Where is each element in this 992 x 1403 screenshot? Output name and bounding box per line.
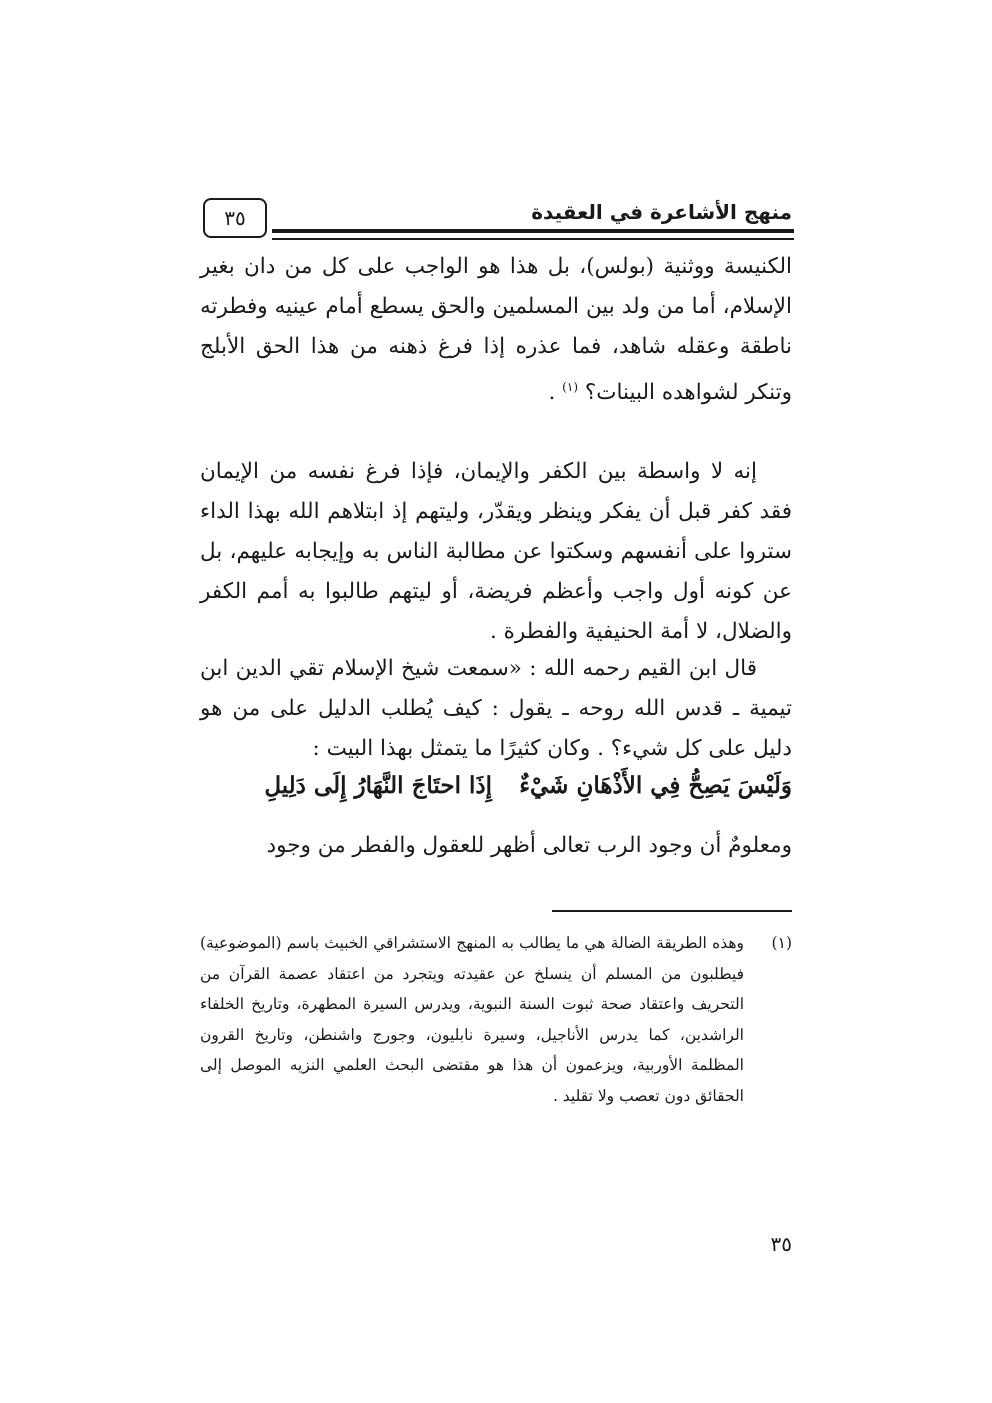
footnote-separator	[552, 910, 792, 912]
paragraph-1-text: الكنيسة ووثنية (بولس)، بل هذا هو الواجب على كل من دان بغير الإسلام، أما من ولد بين المسلمين والحق يسطع أمام عينيه وفطرته ناطقة وعقله شاهد، فما عذره إذا فرغ ذهنه من هذا الحق الأبلج وتنكر لشواهده البينات؟	[200, 254, 792, 406]
paragraph-1-end: .	[548, 380, 556, 406]
header-rule-thick	[272, 229, 794, 233]
running-header-title: منهج الأشاعرة في العقيدة	[531, 200, 792, 224]
paragraph-1	[200, 247, 792, 413]
header-rule-thin	[272, 238, 794, 240]
header-page-badge: ٣٥	[203, 198, 267, 238]
paragraph-4: ومعلومٌ أن وجود الرب تعالى أظهر للعقول والفطر من وجود	[266, 833, 792, 858]
page-number: ٣٥	[770, 1232, 792, 1256]
poetry-verse-second-hemistich: إِذَا احتَاجَ النَّهَارُ إِلَى دَلِيلِ	[264, 772, 492, 799]
poetry-verse-first-hemistich: وَلَيْسَ يَصِحُّ فِي الأَذْهَانِ شَيْءٌ	[519, 772, 792, 799]
paragraph-2: إنه لا واسطة بين الكفر والإيمان، فإذا فرغ نفسه من الإيمان فقد كفر قبل أن يفكر وينظر ويقدّر، وليتهم إذ ابتلاهم الله بهذا الداء ستروا على أنفسهم وسكتوا عن مطالبة الناس به وإيجابه عليهم، بل عن كونه أول واجب وأعظم فريضة، أو ليتهم طالبوا به أمم الكفر والضلال، لا أمة الحنيفية والفطرة .	[200, 459, 792, 644]
footnote	[200, 928, 792, 1111]
paragraph-3: قال ابن القيم رحمه الله : «سمعت شيخ الإسلام تقي الدين ابن تيمية ـ قدس الله روحه ـ يقول : كيف يُطلب الدليل على من هو دليل على كل شيء؟ . وكان كثيرًا ما يتمثل بهذا البيت :	[200, 656, 792, 761]
footnote-text: وهذه الطريقة الضالة هي ما يطالب به المنهج الاستشراقي الخبيث باسم (الموضوعية) فيطلبون من المسلم أن ينسلخ عن عقيدته ويتجرد من اعتقاد عصمة القرآن من التحريف واعتقاد صحة ثبوت السنة النبوية، ويدرس السيرة المطهرة، وتاريخ الخلفاء الراشدين، كما يدرس الأناجيل، وسيرة نابليون، وجورج واشنطن، وتاريخ القرون المظلمة الأوربية، ويزعمون أن هذا هو مقتضى البحث العلمي النزيه الموصل إلى الحقائق دون تعصب ولا تقليد .	[200, 934, 744, 1105]
footnote-number: (١)	[771, 934, 792, 952]
footnote-reference[interactable]: (١)	[562, 380, 578, 394]
